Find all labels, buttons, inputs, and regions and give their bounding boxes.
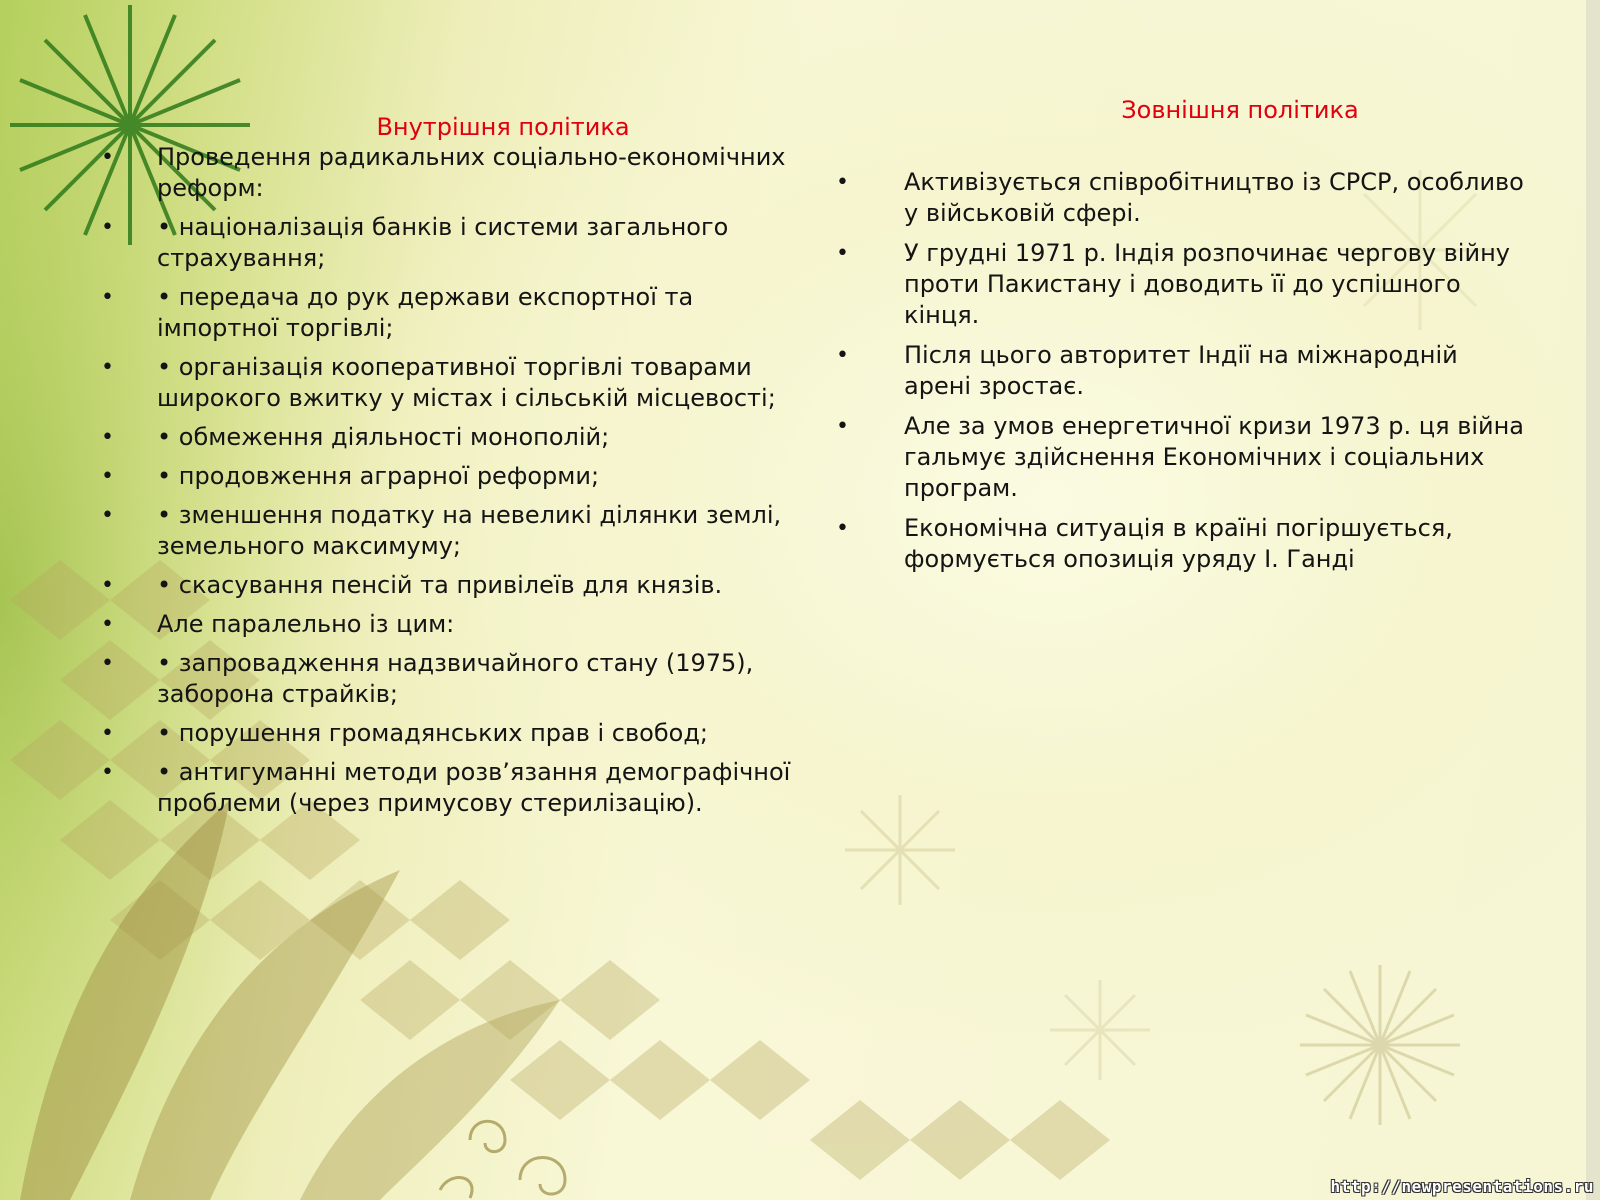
list-item-text: Після цього авторитет Індії на міжнародній арені зростає. — [904, 341, 1458, 400]
list-item — [95, 282, 795, 344]
bullet-icon: • — [101, 651, 114, 676]
domestic-policy-heading: Внутрішня політика — [376, 113, 630, 141]
bullet-icon: • — [101, 573, 114, 598]
bullet-icon: • — [836, 414, 849, 439]
bullet-icon: • — [101, 612, 114, 637]
list-item — [95, 757, 795, 819]
list-item — [95, 142, 795, 204]
list-item-text: • порушення громадянських прав і свобод; — [157, 719, 708, 747]
list-item-text: Але за умов енергетичної кризи 1973 р. ця війна гальмує здійснення Економічних і соціальних програм. — [904, 412, 1525, 502]
bullet-icon: • — [101, 285, 114, 310]
foreign-policy-column — [830, 95, 1530, 584]
list-item-text: • запровадження надзвичайного стану (1975), заборона страйків; — [157, 649, 754, 708]
list-item — [830, 411, 1530, 504]
list-item-text: Але паралельно із цим: — [157, 610, 455, 638]
list-item-text: Проведення радикальних соціально-економічних реформ: — [157, 143, 786, 202]
bullet-icon: • — [836, 516, 849, 541]
list-item-text: • зменшення податку на невеликі ділянки землі, земельного максимуму; — [157, 501, 782, 560]
list-item-text: Активізується співробітництво із СРСР, особливо у військовій сфері. — [904, 168, 1524, 227]
foreign-policy-heading: Зовнішня політика — [1121, 96, 1359, 124]
list-item-text: • передача до рук держави експортної та імпортної торгівлі; — [157, 283, 694, 342]
bullet-icon: • — [101, 215, 114, 240]
list-item — [95, 461, 795, 492]
bullet-icon: • — [101, 503, 114, 528]
list-item — [95, 648, 795, 710]
list-item-text: • скасування пенсій та привілеїв для князів. — [157, 571, 723, 599]
list-item — [95, 570, 795, 601]
foreign-policy-list — [830, 167, 1530, 575]
starburst-faint-2 — [845, 795, 955, 905]
list-item — [95, 422, 795, 453]
list-item-text: • організація кооперативної торгівлі товарами широкого вжитку у містах і сільській місцевості; — [157, 353, 776, 412]
list-item-text: У грудні 1971 р. Індія розпочинає чергову війну проти Пакистану і доводить її до успішного кінця. — [904, 239, 1510, 329]
bullet-icon: • — [836, 170, 849, 195]
domestic-policy-list — [95, 142, 795, 819]
bullet-icon: • — [101, 145, 114, 170]
list-item-text: • антигуманні методи розв’язання демографічної проблеми (через примусову стерилізацію). — [157, 758, 791, 817]
bullet-icon: • — [101, 721, 114, 746]
list-item — [95, 500, 795, 562]
list-item-text: • обмеження діяльності монополій; — [157, 423, 610, 451]
bullet-icon: • — [101, 355, 114, 380]
list-item — [830, 238, 1530, 331]
list-item — [95, 718, 795, 749]
list-item — [95, 212, 795, 274]
list-item — [830, 167, 1530, 229]
list-item — [95, 352, 795, 414]
bullet-icon: • — [101, 425, 114, 450]
list-item-text: • націоналізація банків і системи загального страхування; — [157, 213, 729, 272]
list-item-text: Економічна ситуація в країні погіршується, формується опозиція уряду І. Ганді — [904, 514, 1453, 573]
bullet-icon: • — [836, 343, 849, 368]
bullet-icon: • — [101, 760, 114, 785]
starburst-faint-3 — [1050, 980, 1150, 1080]
list-item — [830, 513, 1530, 575]
list-item — [830, 340, 1530, 402]
list-item — [95, 609, 795, 640]
domestic-policy-column — [95, 112, 795, 827]
bullet-icon: • — [836, 241, 849, 266]
list-item-text: • продовження аграрної реформи; — [157, 462, 600, 490]
bullet-icon: • — [101, 464, 114, 489]
starburst-faint — [1300, 965, 1460, 1125]
watermark-link[interactable]: http://newpresentations.ru — [1330, 1177, 1594, 1196]
